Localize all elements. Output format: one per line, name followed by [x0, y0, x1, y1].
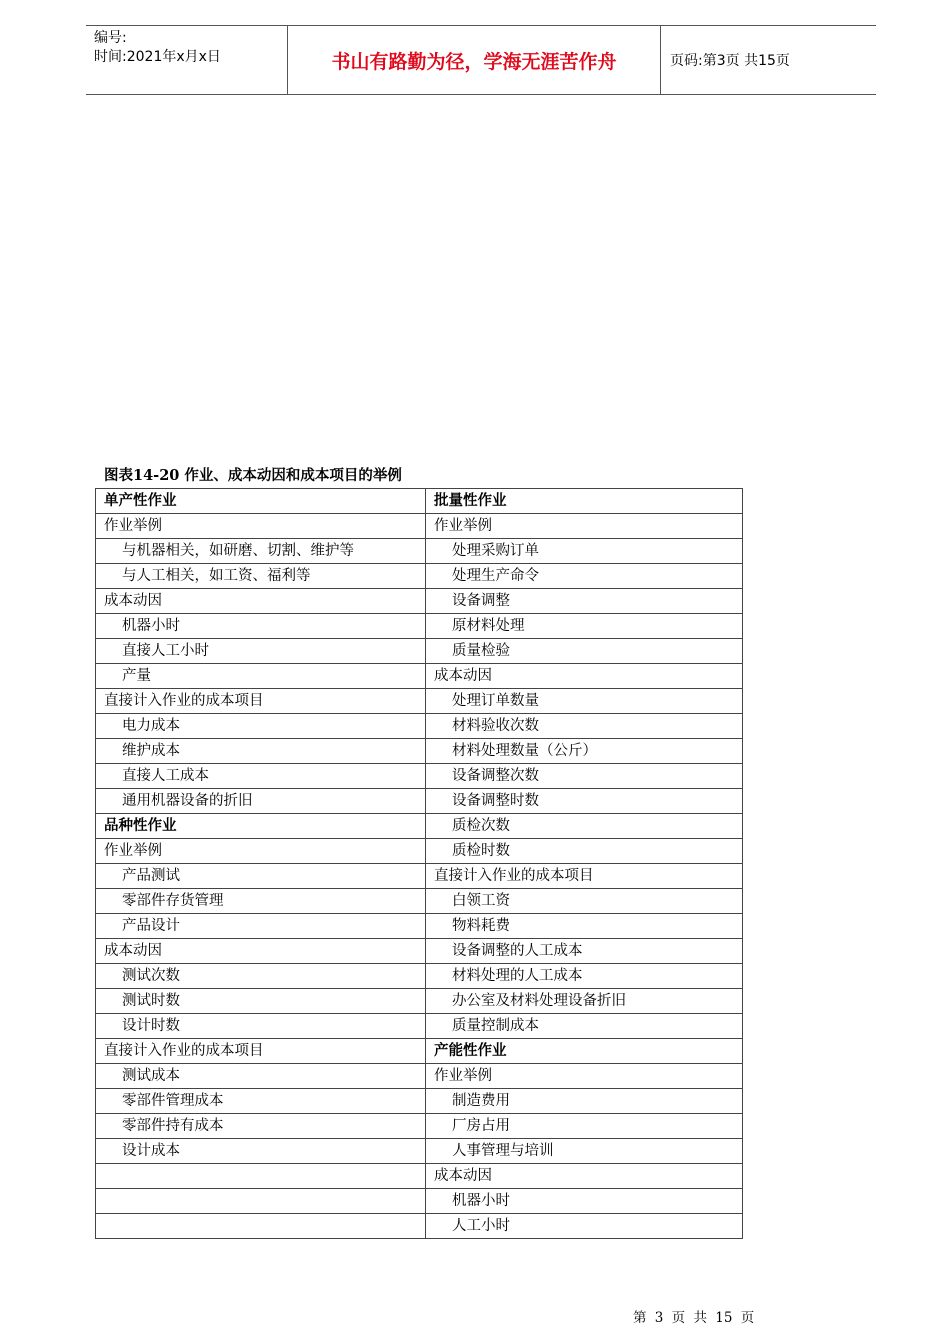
header-divider: [660, 26, 661, 94]
table-row: [96, 639, 743, 664]
table-row: [96, 889, 743, 914]
table-row: [96, 914, 743, 939]
table-cell-left: 成本动因: [96, 939, 426, 964]
table-cell-left: 单产性作业: [96, 489, 426, 514]
table-cell-right: 设备调整的人工成本: [426, 939, 743, 964]
table-row: [96, 1214, 743, 1239]
table-cell-right: 材料处理的人工成本: [426, 964, 743, 989]
document-number-label: 编号:: [94, 30, 127, 46]
table-row: [96, 1189, 743, 1214]
header-meta: [94, 29, 284, 67]
table-cell-left: 测试时数: [96, 989, 426, 1014]
table-row: [96, 714, 743, 739]
table-cell-right: 作业举例: [426, 1064, 743, 1089]
table-cell-left: 测试次数: [96, 964, 426, 989]
table-row: [96, 689, 743, 714]
table-cell-left: 设计成本: [96, 1139, 426, 1164]
table-cell-left: 产品测试: [96, 864, 426, 889]
table-cell-left: 品种性作业: [96, 814, 426, 839]
table-row: [96, 939, 743, 964]
table-cell-left: [96, 1189, 426, 1214]
table-row: [96, 1089, 743, 1114]
table-row: [96, 614, 743, 639]
table-cell-right: 处理订单数量: [426, 689, 743, 714]
table-cell-right: 作业举例: [426, 514, 743, 539]
table-cell-right: 人工小时: [426, 1214, 743, 1239]
table-row: [96, 839, 743, 864]
table-row: [96, 864, 743, 889]
header-motto: 书山有路勤为径，学海无涯苦作舟: [331, 50, 617, 73]
table-cell-right: 人事管理与培训: [426, 1139, 743, 1164]
table-row: [96, 664, 743, 689]
table-cell-left: 直接计入作业的成本项目: [96, 689, 426, 714]
table-row: [96, 964, 743, 989]
table-row: [96, 814, 743, 839]
table-row: [96, 1014, 743, 1039]
table-cell-left: 机器小时: [96, 614, 426, 639]
table-row: [96, 539, 743, 564]
table-row: [96, 589, 743, 614]
table-cell-right: 产能性作业: [426, 1039, 743, 1064]
table-cell-right: 质量控制成本: [426, 1014, 743, 1039]
table-row: [96, 514, 743, 539]
table-cell-right: 材料验收次数: [426, 714, 743, 739]
table-cell-right: 质量检验: [426, 639, 743, 664]
table-cell-left: 通用机器设备的折旧: [96, 789, 426, 814]
table-cell-left: 电力成本: [96, 714, 426, 739]
table-cell-left: 零部件存货管理: [96, 889, 426, 914]
table-cell-right: 制造费用: [426, 1089, 743, 1114]
table-cell-left: 设计时数: [96, 1014, 426, 1039]
table-row: [96, 489, 743, 514]
table-row: [96, 1064, 743, 1089]
table-cell-right: 机器小时: [426, 1189, 743, 1214]
table-cell-right: 原材料处理: [426, 614, 743, 639]
table-cell-right: 成本动因: [426, 1164, 743, 1189]
table-row: [96, 739, 743, 764]
table-row: [96, 764, 743, 789]
header-page-info: 页码:第3页 共15页: [670, 53, 790, 69]
table-cell-left: 与机器相关，如研磨、切割、维护等: [96, 539, 426, 564]
table-row: [96, 789, 743, 814]
table-cell-right: 物料耗费: [426, 914, 743, 939]
table-cell-left: 与人工相关，如工资、福利等: [96, 564, 426, 589]
table-cell-right: 直接计入作业的成本项目: [426, 864, 743, 889]
table-cell-left: 作业举例: [96, 839, 426, 864]
table-cell-right: 批量性作业: [426, 489, 743, 514]
table-body: [96, 489, 743, 1239]
table-cell-right: 质检次数: [426, 814, 743, 839]
table-cell-left: 维护成本: [96, 739, 426, 764]
table-cell-right: 质检时数: [426, 839, 743, 864]
table-cell-left: 测试成本: [96, 1064, 426, 1089]
table-row: [96, 1039, 743, 1064]
table-cell-right: 办公室及材料处理设备折旧: [426, 989, 743, 1014]
table-cell-right: 材料处理数量（公斤）: [426, 739, 743, 764]
table-cell-right: 设备调整: [426, 589, 743, 614]
table-cell-left: 直接人工小时: [96, 639, 426, 664]
table-cell-right: 厂房占用: [426, 1114, 743, 1139]
table-row: [96, 1164, 743, 1189]
table-cell-right: 成本动因: [426, 664, 743, 689]
table-cell-right: 处理生产命令: [426, 564, 743, 589]
table-cell-right: 处理采购订单: [426, 539, 743, 564]
table-cell-left: 作业举例: [96, 514, 426, 539]
table-caption: 图表14-20 作业、成本动因和成本项目的举例: [104, 467, 402, 484]
table-cell-left: 直接计入作业的成本项目: [96, 1039, 426, 1064]
table-row: [96, 989, 743, 1014]
table-cell-left: 产量: [96, 664, 426, 689]
table-cell-right: 设备调整次数: [426, 764, 743, 789]
table-cell-left: [96, 1214, 426, 1239]
page-footer: 第 3 页 共 15 页: [633, 1310, 755, 1326]
table-cell-right: 设备调整时数: [426, 789, 743, 814]
table-cell-right: 白领工资: [426, 889, 743, 914]
table-cell-left: 零部件管理成本: [96, 1089, 426, 1114]
page-header: [86, 25, 876, 95]
table-cell-left: 直接人工成本: [96, 764, 426, 789]
document-time-label: 时间:2021年x月x日: [94, 49, 221, 65]
table-cell-left: 成本动因: [96, 589, 426, 614]
table-cell-left: [96, 1164, 426, 1189]
table-row: [96, 1114, 743, 1139]
table-cell-left: 产品设计: [96, 914, 426, 939]
table-row: [96, 1139, 743, 1164]
table-row: [96, 564, 743, 589]
table-cell-left: 零部件持有成本: [96, 1114, 426, 1139]
activity-cost-table: [95, 488, 743, 1239]
